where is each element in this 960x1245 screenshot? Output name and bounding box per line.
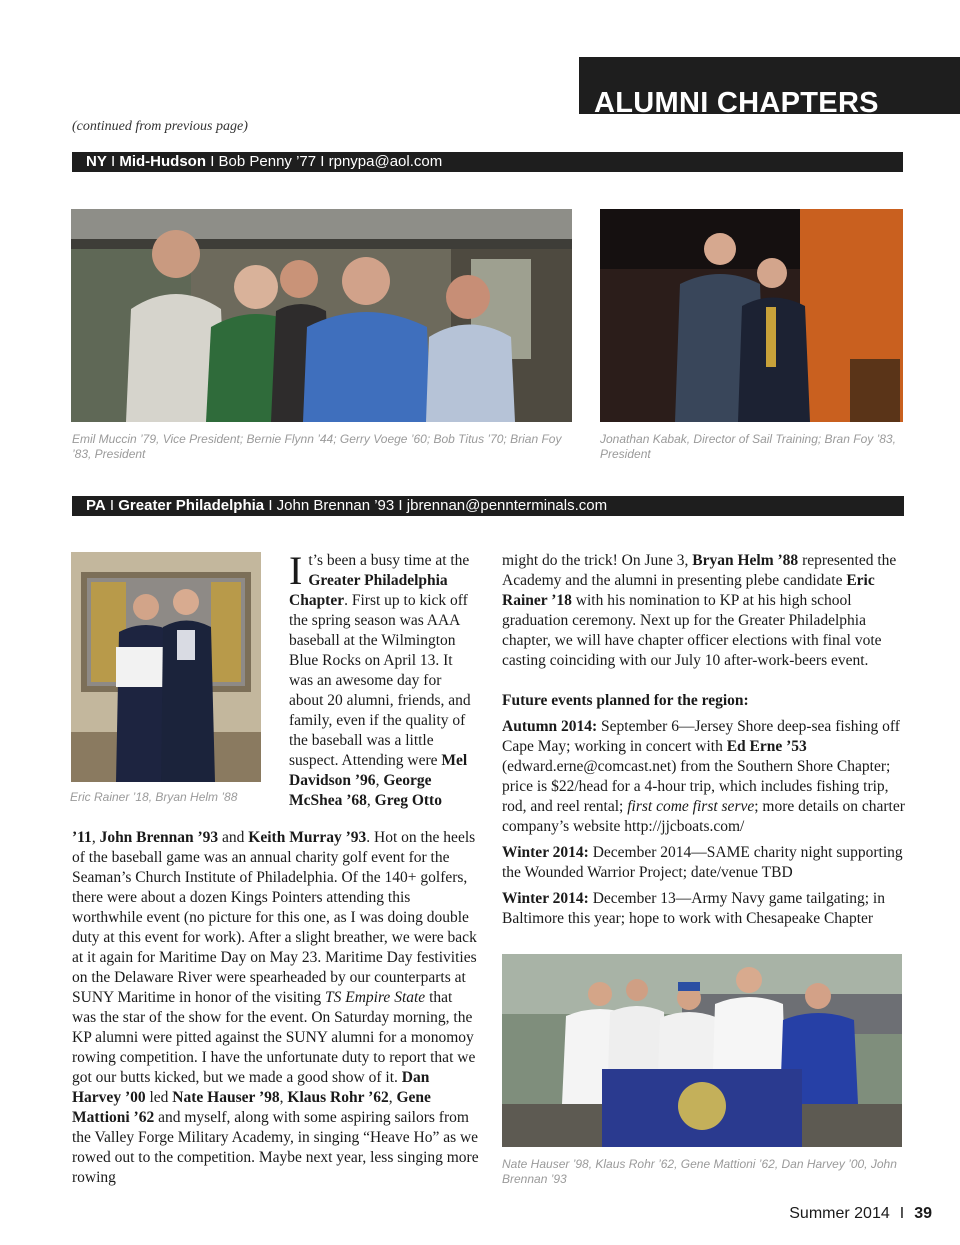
chapter-bar-pa bbox=[72, 496, 904, 516]
state-label: NY bbox=[86, 153, 107, 170]
article-text: led bbox=[145, 1089, 173, 1106]
event-label: Winter 2014: bbox=[502, 890, 589, 907]
caption-ny-pair: Jonathan Kabak, Director of Sail Training; Bran Foy ’83, President bbox=[600, 432, 896, 461]
caption-pa-nomination: Eric Rainer ’18, Bryan Helm ’88 bbox=[70, 790, 238, 804]
chapter-email: rpnypa@aol.com bbox=[328, 153, 443, 170]
photo-pa-rowing-team bbox=[502, 954, 902, 1147]
chapter-bar-ny bbox=[72, 152, 903, 172]
article-text: that was the star of the show for the event. On Saturday morning, the KP alumni were pitted against the SUNY alumni for a monomoy rowing competition. I have the unfortunate duty to report that we got our butts kicked, but we made a good show of it. bbox=[72, 989, 476, 1086]
article-text: , bbox=[375, 772, 384, 789]
caption-ny-group: Emil Muccin ’79, Vice President; Bernie Flynn ’44; Gerry Voege ’60; Bob Titus ’70; Brian Foy ’83, President bbox=[72, 432, 562, 461]
article-column-a-top bbox=[289, 548, 479, 811]
separator: I bbox=[398, 497, 403, 514]
article-column-b bbox=[502, 551, 906, 929]
ship-name: TS Empire State bbox=[325, 989, 426, 1006]
event-item bbox=[502, 843, 906, 883]
separator: I bbox=[899, 1205, 905, 1222]
issue-label: Summer 2014 bbox=[789, 1205, 890, 1222]
section-title: ALUMNI CHAPTERS bbox=[594, 87, 879, 119]
alumni-name: Keith Murray ’93 bbox=[248, 829, 367, 846]
alumni-name: Nate Hauser ’98 bbox=[172, 1089, 280, 1106]
page-footer bbox=[789, 1205, 932, 1223]
state-label: PA bbox=[86, 497, 106, 514]
article-text: , bbox=[91, 829, 100, 846]
article-paragraph bbox=[502, 551, 906, 671]
article-text: , bbox=[366, 792, 375, 809]
alumni-name: Klaus Rohr ’62 bbox=[287, 1089, 389, 1106]
photo-pa-nomination bbox=[71, 552, 261, 782]
chapter-contact: John Brennan ’93 bbox=[276, 497, 395, 514]
chapter-mention: Greater Philadelphia Chapter bbox=[289, 572, 448, 609]
separator: I bbox=[320, 153, 325, 170]
alumni-name: Greg Otto bbox=[374, 792, 442, 809]
event-item bbox=[502, 889, 906, 929]
article-column-a-bottom bbox=[72, 828, 479, 1188]
event-text: September 6—Jersey Shore deep-sea fishing off Cape May; working in concert with bbox=[502, 718, 900, 755]
article-text: . Hot on the heels of the baseball game was an annual charity golf event for the Seaman’s Church Institute of Philadelphia. Of the 140+ golfers, there were about a dozen Kings Pointers attending this worthwhile event (no picture for this one, as I was doing double duty at this event for work). After a slight breather, we were back at it again for Maritime Day on May 23. Maritime Day festivities on the Delaware River were spearheaded by our counterparts at SUNY Maritime in honor of the visiting bbox=[72, 829, 477, 1006]
continued-note: (continued from previous page) bbox=[72, 119, 248, 134]
event-label: Winter 2014: bbox=[502, 844, 589, 861]
separator: I bbox=[111, 153, 116, 170]
caption-pa-rowing-team: Nate Hauser ’98, Klaus Rohr ’62, Gene Mattioni ’62, Dan Harvey ’00, John Brennan ’93 bbox=[502, 1157, 897, 1186]
alumni-name: Ed Erne ’53 bbox=[726, 738, 807, 755]
alumni-name: Mel Davidson ’96 bbox=[289, 752, 468, 789]
alumni-name: Gene Mattioni ’62 bbox=[72, 1089, 431, 1126]
section-title-banner bbox=[579, 57, 960, 119]
article-text: and bbox=[218, 829, 249, 846]
alumni-name: Bryan Helm ’88 bbox=[692, 552, 799, 569]
chapter-contact: Bob Penny ’77 bbox=[218, 153, 317, 170]
article-text: . First up to kick off the spring season was AAA baseball at the Wilmington Blue Rocks on April 13. It was an awesome day for about 20 alumni, friends, and family, even if the quality of the baseball was a little suspect. Attending were bbox=[289, 592, 471, 769]
alumni-name: Eric Rainer ’18 bbox=[502, 572, 875, 609]
page-number: 39 bbox=[914, 1205, 932, 1222]
photo-ny-pair bbox=[600, 209, 903, 422]
alumni-name: John Brennan ’93 bbox=[99, 829, 219, 846]
article-text: with his nomination to KP at his high school graduation ceremony. Next up for the Greater Philadelphia chapter, we will have chapter officer elections with final vote casting coinciding with our July 10 after-work-beers event. bbox=[502, 592, 882, 669]
alumni-name: George McShea ’68 bbox=[289, 772, 432, 809]
drop-cap: I bbox=[289, 548, 303, 593]
article-text: might do the trick! On June 3, bbox=[502, 552, 693, 569]
article-text: , bbox=[279, 1089, 288, 1106]
alumni-name: Dan Harvey ’00 bbox=[72, 1069, 430, 1106]
photo-ny-group bbox=[71, 209, 572, 422]
separator: I bbox=[210, 153, 215, 170]
event-emphasis: first come first serve bbox=[627, 798, 755, 815]
article-text: represented the Academy and the alumni in presenting plebe candidate bbox=[502, 552, 897, 589]
event-text: ; more details on charter company’s website http://jjcboats.com/ bbox=[502, 798, 905, 835]
alumni-name: ’11 bbox=[72, 829, 92, 846]
heading-text: Future events planned for the region: bbox=[502, 692, 749, 709]
chapter-email: jbrennan@pennterminals.com bbox=[406, 497, 608, 514]
separator: I bbox=[268, 497, 273, 514]
event-text: December 2014—SAME charity night supporting the Wounded Warrior Project; date/venue TBD bbox=[502, 844, 903, 881]
event-item bbox=[502, 717, 906, 837]
event-label: Autumn 2014: bbox=[502, 718, 598, 735]
article-text: , bbox=[388, 1089, 397, 1106]
article-text: t’s been a busy time at the bbox=[308, 552, 470, 569]
future-events-heading bbox=[502, 691, 906, 711]
event-text: December 13—Army Navy game tailgating; in Baltimore this year; hope to work with Chesapeake Chapter bbox=[502, 890, 885, 927]
chapter-name: Greater Philadelphia bbox=[118, 497, 265, 514]
chapter-name: Mid-Hudson bbox=[119, 153, 207, 170]
separator: I bbox=[109, 497, 115, 514]
event-text: (edward.erne@comcast.net) from the Southern Shore Chapter; price is $22/head for a 4-hour trip, which includes fishing trip, rod, and reel rental; bbox=[502, 758, 891, 815]
article-text: and myself, along with some aspiring sailors from the Valley Forge Military Academy, in singing “Heave Ho” as we rowed out to the competition. Maybe next year, less singing more rowing bbox=[72, 1109, 479, 1186]
